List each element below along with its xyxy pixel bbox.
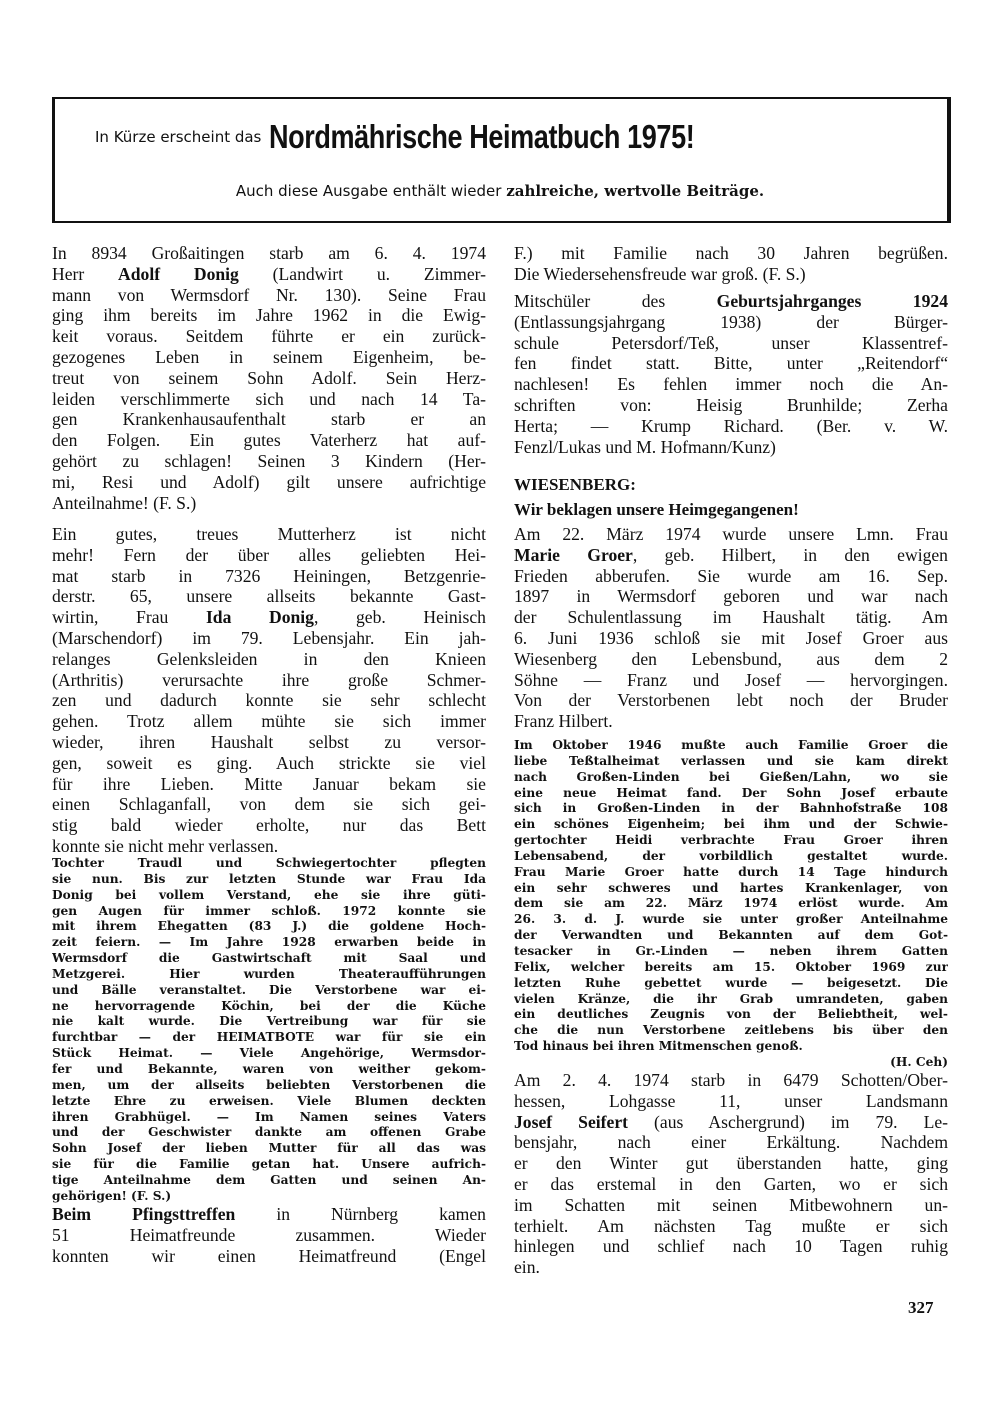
text-line: (H. Ceh) bbox=[890, 1054, 948, 1069]
text-line: er das erstemal in den Garten, wo er sich bbox=[514, 1173, 948, 1194]
text-line: eine neue Heimat fand. Der Sohn Josef erbaute bbox=[514, 785, 948, 800]
article-ida-donig-detail bbox=[52, 856, 486, 1205]
article-ida-donig bbox=[52, 524, 486, 857]
text-line: men, um der allseits beliebten Verstorbenen die bbox=[52, 1077, 486, 1092]
text-line: tige Anteilnahme dem Gatten und seinen An- bbox=[52, 1172, 486, 1187]
text-line: dem sie am 22. März 1974 erlöst wurde. Am bbox=[514, 896, 948, 911]
text-line: 1897 in Wermsdorf geboren und war nach bbox=[514, 586, 948, 607]
announcement-prefix: In Kürze erscheint das bbox=[95, 128, 262, 146]
text-line: (Entlassungsjahrgang 1938) der Bürger- bbox=[514, 311, 948, 332]
text-line: den Folgen. Ein gutes Vaterherz hat auf- bbox=[52, 430, 486, 451]
text-line: ne hervorragende Köchin, bei der die Küche bbox=[52, 998, 486, 1013]
text-line: Am 22. März 1974 wurde unsere Lmn. Frau bbox=[514, 524, 948, 544]
text-line: ging ihm bereits im Jahre 1962 in die Ewig- bbox=[52, 305, 486, 326]
article-pfingsttreffen bbox=[52, 1204, 486, 1266]
text-line: zeit feiern. — Im Jahre 1928 erwarben beide in bbox=[52, 935, 486, 950]
text-line: Fenzl/Lukas und M. Hofmann/Kunz) bbox=[514, 436, 776, 457]
text-line: gehörigen! (F. S.) bbox=[52, 1188, 172, 1203]
text-line: Wermsdorf die Gastwirtschaft mit Saal und bbox=[52, 951, 486, 966]
text-line: und der Geschwister dankte am offenen Grabe bbox=[52, 1125, 486, 1140]
text-line bbox=[514, 545, 948, 566]
text-line bbox=[52, 607, 486, 628]
text-line: einen Schlaganfall, von dem sie sich gei- bbox=[52, 794, 486, 815]
text-line: schriften von: Heisig Brunhilde; Zerha bbox=[514, 394, 948, 415]
text-line: Anteilnahme! (F. S.) bbox=[52, 492, 197, 513]
text-line: Tochter Traudl und Schwiegertochter pflegten bbox=[52, 856, 486, 870]
text-line: tesacker in Gr.-Linden — neben ihrem Gatten bbox=[514, 943, 948, 958]
text-line: Lebensabend, der vorbildlich gestaltet wurde. bbox=[514, 848, 948, 863]
text-line: konnte sie nicht mehr verlassen. bbox=[52, 835, 279, 856]
text-line: Wir beklagen unsere Heimgegangenen! bbox=[514, 500, 799, 519]
text-line: Metzgerei. Hier wurden Theateraufführungen bbox=[52, 966, 486, 981]
text-line: letzten Ruhe gebettet wurde — beigesetzt. Die bbox=[514, 975, 948, 990]
text-line: sich in Großen-Linden in der Bahnhofstraße 108 bbox=[514, 801, 948, 816]
bold-name: Marie Groer bbox=[514, 544, 633, 565]
text-line: Frieden abberufen. Sie wurde am 16. Sep. bbox=[514, 565, 948, 586]
text-line: Frau Marie Groer hatte durch 14 Tage hindurch bbox=[514, 864, 948, 879]
text-line: sie für die Familie getan hat. Unsere aufrich- bbox=[52, 1157, 486, 1172]
article-adolf-donig bbox=[52, 243, 486, 513]
text-line bbox=[52, 1204, 486, 1225]
text-line: Am 2. 4. 1974 starb in 6479 Schotten/Ober- bbox=[514, 1070, 948, 1090]
text-segment: wirtin, Frau bbox=[52, 607, 206, 628]
announcement-subline bbox=[0, 182, 1000, 200]
bold-name: Adolf Donig bbox=[118, 263, 239, 284]
text-line: stig bald wieder erholte, nur das Bett bbox=[52, 815, 486, 836]
text-line: furchtbar — der HEIMATBOTE war für sie ein bbox=[52, 1030, 486, 1045]
announcement-box bbox=[52, 97, 951, 223]
text-line: gezogenes Leben in seinem Eigenheim, be- bbox=[52, 346, 486, 367]
text-line bbox=[514, 1112, 948, 1133]
text-line: gertochter Heidi verbrachte Frau Groer ihren bbox=[514, 833, 948, 848]
text-line: sie nun. Bis zur letzten Stunde war Frau Ida bbox=[52, 871, 486, 886]
text-line: ein sehr schweres und hartes Krankenlager, von bbox=[514, 880, 948, 895]
text-line: für ihre Lieben. Mitte Januar bekam sie bbox=[52, 773, 486, 794]
text-line: relanges Gelenksleiden in den Knieen bbox=[52, 648, 486, 669]
text-segment: in Nürnberg kamen bbox=[235, 1204, 486, 1224]
text-line: Donig bei vollem Verstand, ehe sie ihre güti- bbox=[52, 887, 486, 902]
text-line: vielen Kränze, die ihr Grab umrandeten, gaben bbox=[514, 991, 948, 1006]
text-line: hinlegen und schlief nach 10 Tagen ruhig bbox=[514, 1236, 948, 1257]
text-line: leiden verschlimmerte sich und nach 14 Ta- bbox=[52, 388, 486, 409]
text-line: bensjahr, nach einer Erkältung. Nachdem bbox=[514, 1132, 948, 1153]
text-line bbox=[514, 291, 948, 312]
text-line: Ein gutes, treues Mutterherz ist nicht bbox=[52, 524, 486, 544]
text-line: treut von seinem Sohn Adolf. Sein Herz- bbox=[52, 367, 486, 388]
text-line: fer und Bekannte, waren von weither gekom- bbox=[52, 1061, 486, 1076]
text-line: mat starb in 7326 Heiningen, Betzgenrie- bbox=[52, 565, 486, 586]
text-segment: (Landwirt u. Zimmer- bbox=[238, 263, 486, 284]
text-line: mi, Resi und Adolf) gilt unsere aufrichtige bbox=[52, 471, 486, 492]
text-line: Im Oktober 1946 mußte auch Familie Groer die bbox=[514, 738, 948, 752]
text-line: (Marschendorf) im 79. Lebensjahr. Ein jah- bbox=[52, 627, 486, 648]
text-line: In 8934 Großaitingen starb am 6. 4. 1974 bbox=[52, 243, 486, 263]
bold-name: Geburtsjahrganges 1924 bbox=[716, 291, 948, 311]
text-line: Die Wiedersehensfreude war groß. (F. S.) bbox=[514, 263, 806, 284]
bold-name: Josef Seifert bbox=[514, 1111, 628, 1132]
page-number: 327 bbox=[908, 1298, 934, 1317]
text-line: und Bälle veranstaltet. Die Verstorbene war ei- bbox=[52, 982, 486, 997]
text-line: Stück Heimat. — Viele Angehörige, Wermsdor- bbox=[52, 1046, 486, 1061]
text-line: F.) mit Familie nach 30 Jahren begrüßen. bbox=[514, 243, 948, 263]
article-pfingsttreffen-continued bbox=[514, 243, 948, 285]
text-line: letzte Ehre zu erweisen. Viele Blumen deckten bbox=[52, 1093, 486, 1108]
article-marie-groer bbox=[514, 524, 948, 732]
text-line: liebe Teßtalheimat verlassen und sie kam direkt bbox=[514, 753, 948, 768]
text-line: Felix, welcher bereits am 15. Oktober 1969 zur bbox=[514, 959, 948, 974]
text-segment: Herr bbox=[52, 263, 119, 284]
text-segment: (aus Aschergrund) im 79. Le- bbox=[627, 1111, 948, 1132]
text-line: er den Winter gut überstanden hatte, ging bbox=[514, 1153, 948, 1174]
text-line: fen findet statt. Bitte, unter „Reitendorf“ bbox=[514, 353, 948, 374]
text-line: Wiesenberg den Lebensbund, aus dem 2 bbox=[514, 648, 948, 669]
text-line: Von der Verstorbenen lebt noch der Bruder bbox=[514, 690, 948, 711]
text-line: der Verwandten und Bekannten auf dem Got- bbox=[514, 928, 948, 943]
text-line: 6. Juni 1936 schloß sie mit Josef Groer aus bbox=[514, 627, 948, 648]
text-line: gen Augen für immer schloß. 1972 konnte sie bbox=[52, 903, 486, 918]
text-line: 51 Heimatfreunde zusammen. Wieder bbox=[52, 1224, 486, 1245]
text-segment: Mitschüler des bbox=[514, 291, 717, 311]
text-line: ein schönes Eigenheim; bei ihm und der Schwie- bbox=[514, 817, 948, 832]
text-line: zen und dadurch konnte sie sehr schlecht bbox=[52, 690, 486, 711]
text-line: schule Petersdorf/Teß, unser Klassentref- bbox=[514, 332, 948, 353]
text-line: keit voraus. Seitdem führte er ein zurück- bbox=[52, 326, 486, 347]
text-line: mehr! Fern der über alles geliebten Hei- bbox=[52, 544, 486, 565]
text-line: Franz Hilbert. bbox=[514, 711, 613, 732]
text-line: terhielt. Am nächsten Tag mußte er sich bbox=[514, 1215, 948, 1236]
article-marie-groer-detail bbox=[514, 738, 948, 1071]
text-line: ein. bbox=[514, 1257, 540, 1278]
article-josef-seifert bbox=[514, 1070, 948, 1278]
article-mitschueler bbox=[514, 291, 948, 457]
announcement-headline bbox=[95, 118, 788, 156]
text-line: hessen, Lohgasse 11, unser Landsmann bbox=[514, 1090, 948, 1111]
text-line: 26. 3. d. J. wurde sie unter großer Anteilnahme bbox=[514, 912, 948, 927]
text-line: Sohn Josef der lieben Mutter für all das was bbox=[52, 1141, 486, 1156]
text-line bbox=[52, 264, 486, 285]
text-segment: , geb. Heinisch bbox=[313, 607, 486, 628]
text-line: nachlesen! Es fehlen immer noch die An- bbox=[514, 374, 948, 395]
text-line: konnten wir einen Heimatfreund (Engel bbox=[52, 1245, 486, 1266]
text-line: der Schulentlassung im Haushalt tätig. Am bbox=[514, 607, 948, 628]
text-line: WIESENBERG: bbox=[514, 475, 636, 494]
text-line: mit ihrem Ehegatten (83 J.) die goldene Hoch- bbox=[52, 919, 486, 934]
text-line: Herta; — Krump Richard. (Ber. v. W. bbox=[514, 415, 948, 436]
text-line: ihren Grabhügel. — Im Namen seines Vaters bbox=[52, 1109, 486, 1124]
text-line: gehört zu schlagen! Seinen 3 Kindern (Her- bbox=[52, 450, 486, 471]
announcement-sub-plain: Auch diese Ausgabe enthält wieder bbox=[235, 182, 507, 200]
text-line: ein deutliches Zeugnis von der Beliebtheit, wel- bbox=[514, 1007, 948, 1022]
text-line: derstr. 65, unsere allseits bekannte Gast- bbox=[52, 586, 486, 607]
bold-name: Ida Donig bbox=[205, 607, 314, 628]
announcement-sub-bold: zahlreiche, wertvolle Beiträge. bbox=[506, 182, 765, 200]
text-line: gen Krankenhausaufenthalt starb er an bbox=[52, 409, 486, 430]
text-segment: , geb. Hilbert, in den ewigen bbox=[632, 544, 948, 565]
text-line: (Arthritis) verursachte ihre große Schmer- bbox=[52, 669, 486, 690]
text-line: im Schatten mit seinen Mitbewohnern un- bbox=[514, 1194, 948, 1215]
text-line: che die nun Verstorbene zeitlebens bis über den bbox=[514, 1023, 948, 1038]
text-line: Tod hinaus bei ihren Mitmenschen genoß. bbox=[514, 1039, 803, 1054]
text-line: nie kalt wurde. Die Vertreibung war für sie bbox=[52, 1014, 486, 1029]
text-line: wieder, ihren Haushalt selbst zu versor- bbox=[52, 731, 486, 752]
text-line: gehen. Trotz allem mühte sie sich immer bbox=[52, 711, 486, 732]
section-heading-wiesenberg bbox=[514, 472, 948, 522]
text-line: mann von Wermsdorf Nr. 130). Seine Frau bbox=[52, 284, 486, 305]
bold-name: Beim Pfingsttreffen bbox=[52, 1204, 236, 1224]
text-line: nach Großen-Linden bei Gießen/Lahn, wo sie bbox=[514, 769, 948, 784]
text-line: gen, soweit es ging. Auch strickte sie viel bbox=[52, 752, 486, 773]
text-line: Söhne — Franz und Josef — hervorgingen. bbox=[514, 669, 948, 690]
announcement-title: Nordmährische Heimatbuch 1975! bbox=[269, 118, 695, 155]
